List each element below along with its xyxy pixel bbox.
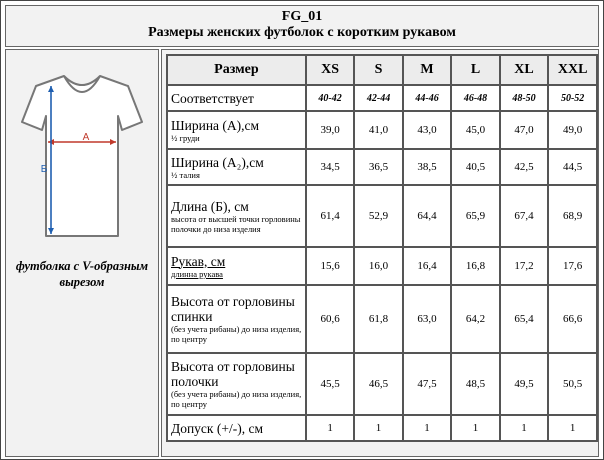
figure-panel bbox=[5, 49, 159, 457]
size-table bbox=[166, 54, 598, 442]
table-cell: 65,4 bbox=[500, 285, 548, 353]
row-label: Высота от горловины спинки (без учета рибаны) до низа изделия, по центру bbox=[167, 285, 306, 353]
row-label: Высота от горловины полочки (без учета рибаны) до низа изделия, по центру bbox=[167, 353, 306, 415]
table-cell: 36,5 bbox=[354, 149, 402, 185]
table-row bbox=[167, 149, 597, 185]
table-row bbox=[167, 285, 597, 353]
table-cell: 42,5 bbox=[500, 149, 548, 185]
table-cell: 17,2 bbox=[500, 247, 548, 285]
tshirt-outline bbox=[22, 76, 142, 236]
table-cell: 50-52 bbox=[548, 85, 597, 111]
table-cell: 1 bbox=[451, 415, 499, 441]
header-size-xs: XS bbox=[306, 55, 354, 85]
table-header-row bbox=[167, 55, 597, 85]
table-row bbox=[167, 185, 597, 247]
table-cell: 66,6 bbox=[548, 285, 597, 353]
table-cell: 17,6 bbox=[548, 247, 597, 285]
table-cell: 61,8 bbox=[354, 285, 402, 353]
table-cell: 15,6 bbox=[306, 247, 354, 285]
table-cell: 47,5 bbox=[403, 353, 451, 415]
table-cell: 1 bbox=[306, 415, 354, 441]
table-cell: 1 bbox=[500, 415, 548, 441]
header-size-s: S bbox=[354, 55, 402, 85]
table-row bbox=[167, 111, 597, 149]
row-label: Ширина (А),см ½ груди bbox=[167, 111, 306, 149]
table-cell: 61,4 bbox=[306, 185, 354, 247]
table-cell: 1 bbox=[403, 415, 451, 441]
table-cell: 45,5 bbox=[306, 353, 354, 415]
table-cell: 48,5 bbox=[451, 353, 499, 415]
figure-caption: футболка с V-образным вырезом bbox=[15, 259, 149, 289]
table-cell: 16,4 bbox=[403, 247, 451, 285]
table-cell: 39,0 bbox=[306, 111, 354, 149]
table-cell: 49,0 bbox=[548, 111, 597, 149]
label-b: Б bbox=[40, 164, 48, 175]
row-label: Ширина (А₂),см ½ талия bbox=[167, 149, 306, 185]
header-size-label: Размер bbox=[167, 55, 306, 85]
row-label: Соответствует bbox=[167, 85, 306, 111]
table-cell: 49,5 bbox=[500, 353, 548, 415]
table-cell: 50,5 bbox=[548, 353, 597, 415]
table-cell: 38,5 bbox=[403, 149, 451, 185]
table-cell: 60,6 bbox=[306, 285, 354, 353]
table-row bbox=[167, 247, 597, 285]
table-row bbox=[167, 85, 597, 111]
table-cell: 52,9 bbox=[354, 185, 402, 247]
table-cell: 16,0 bbox=[354, 247, 402, 285]
row-label: Длина (Б), см высота от высшей точки горловины полочки до низа изделия bbox=[167, 185, 306, 247]
product-code: FG_01 bbox=[281, 9, 323, 24]
header-size-xxl: XXL bbox=[548, 55, 597, 85]
table-cell: 41,0 bbox=[354, 111, 402, 149]
table-row bbox=[167, 353, 597, 415]
table-cell: 45,0 bbox=[451, 111, 499, 149]
table-cell: 47,0 bbox=[500, 111, 548, 149]
table-cell: 68,9 bbox=[548, 185, 597, 247]
table-cell: 46-48 bbox=[451, 85, 499, 111]
size-table-panel bbox=[161, 49, 599, 457]
table-cell: 16,8 bbox=[451, 247, 499, 285]
table-cell: 64,2 bbox=[451, 285, 499, 353]
label-a: А bbox=[82, 132, 90, 143]
document-title: Размеры женских футболок с коротким рукавом bbox=[148, 25, 456, 40]
table-cell: 34,5 bbox=[306, 149, 354, 185]
table-cell: 1 bbox=[354, 415, 402, 441]
table-cell: 44-46 bbox=[403, 85, 451, 111]
table-cell: 65,9 bbox=[451, 185, 499, 247]
header-size-xl: XL bbox=[500, 55, 548, 85]
table-cell: 64,4 bbox=[403, 185, 451, 247]
document-header bbox=[5, 5, 599, 47]
header-size-m: M bbox=[403, 55, 451, 85]
row-label: Рукав, см длинна рукава bbox=[167, 247, 306, 285]
table-cell: 63,0 bbox=[403, 285, 451, 353]
table-cell: 1 bbox=[548, 415, 597, 441]
table-cell: 40,5 bbox=[451, 149, 499, 185]
table-row bbox=[167, 415, 597, 441]
table-cell: 44,5 bbox=[548, 149, 597, 185]
row-label: Допуск (+/-), см bbox=[167, 415, 306, 441]
table-cell: 40-42 bbox=[306, 85, 354, 111]
table-cell: 46,5 bbox=[354, 353, 402, 415]
table-cell: 42-44 bbox=[354, 85, 402, 111]
table-cell: 48-50 bbox=[500, 85, 548, 111]
table-cell: 67,4 bbox=[500, 185, 548, 247]
tshirt-figure bbox=[20, 64, 144, 244]
table-cell: 43,0 bbox=[403, 111, 451, 149]
header-size-l: L bbox=[451, 55, 499, 85]
